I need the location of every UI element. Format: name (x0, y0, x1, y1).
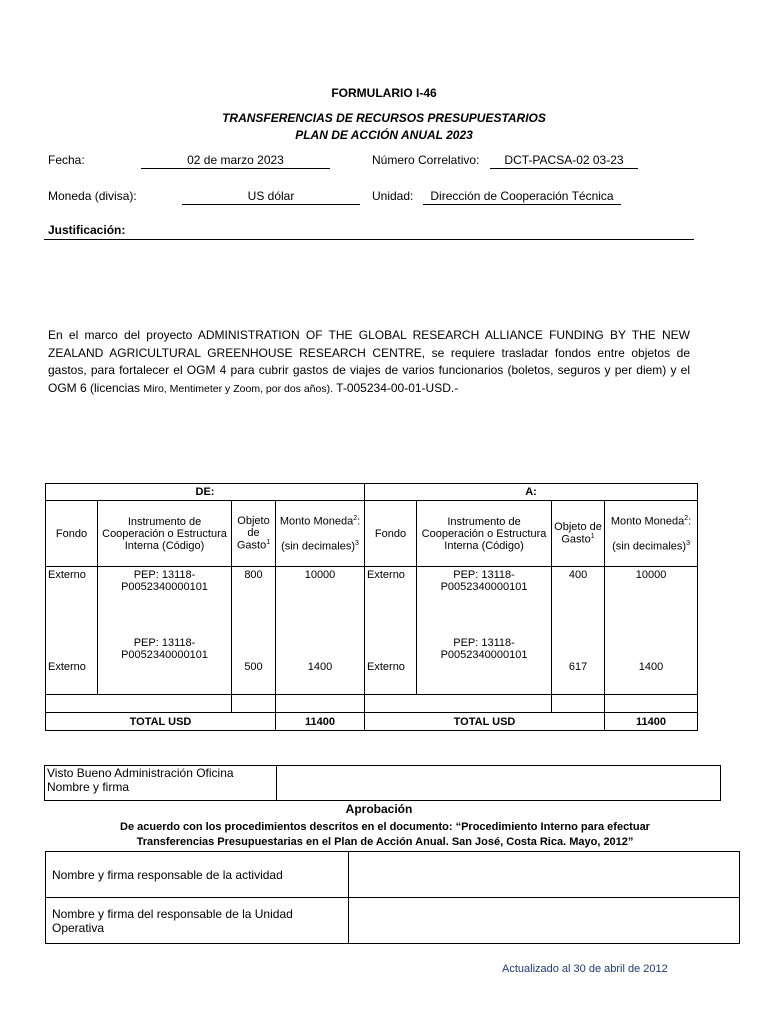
col-instrumento: Instrumento de Cooperación o Estructura Interna (Código) (98, 501, 232, 567)
justificacion-text (48, 327, 690, 398)
col-instrumento-to: Instrumento de Cooperación o Estructura Interna (Código) (417, 501, 552, 567)
justificacion-code: T-005234-00-01-USD.- (336, 380, 459, 395)
responsable-actividad-label: Nombre y firma responsable de la actividad (46, 852, 349, 898)
col-fondo: Fondo (46, 501, 98, 567)
cell-to-instrumento: PEP: 13118-P0052340000101 (440, 637, 528, 661)
fecha-label: Fecha: (48, 153, 85, 167)
fecha-field[interactable]: 02 de marzo 2023 (141, 153, 330, 169)
updated-note: Actualizado al 30 de abril de 2012 (502, 963, 668, 975)
cell-from-instrumento: PEP: 13118-P0052340000101 (121, 569, 208, 593)
cell-from-objeto: 500 (244, 661, 263, 673)
cell-from-fondo: Externo (48, 569, 86, 581)
justificacion-main: En el marco del proyecto ADMINISTRATION OF THE GLOBAL RESEARCH ALLIANCE FUNDING BY THE NEW ZEALAND AGRICULTURAL GREENHOUSE RESEARCH CENTRE, se requiere trasladar fondos entre objetos de gastos, para fortalecer el OGM 4 para cubrir gastos de viajes de varios funcionarios (boletos, seguros y per diem) y el OGM 6 (licencias (48, 328, 690, 395)
cell-to-monto: 1400 (638, 661, 664, 673)
total-value-from: 11400 (276, 713, 365, 731)
from-header: DE: (46, 484, 365, 501)
unidad-label: Unidad: (372, 189, 414, 203)
aprobacion-text: De acuerdo con los procedimientos descritos en el documento: “Procedimiento Interno para efectuar Transferencias Presupuestarias en el Plan de Acción Anual. San José, Costa Rica. Mayo, 2012” (120, 821, 650, 848)
cell-to-objeto: 617 (568, 661, 588, 673)
table-row (46, 567, 698, 695)
responsable-unidad-signature[interactable] (349, 898, 740, 944)
justificacion-line (44, 239, 694, 240)
total-label-from: TOTAL USD (46, 713, 276, 731)
cell-from-instrumento: PEP: 13118-P0052340000101 (121, 637, 208, 661)
col-monto: Monto Moneda$^2$: (sin decimales)$^3$ (276, 501, 365, 567)
unidad-field[interactable]: Dirección de Cooperación Técnica (423, 189, 621, 205)
visto-bueno-table (44, 765, 721, 801)
col-monto-to: Monto Moneda$^2$: (sin decimales)$^3$ (605, 501, 698, 567)
moneda-label: Moneda (divisa): (48, 189, 137, 203)
total-label-to: TOTAL USD (365, 713, 605, 731)
moneda-field[interactable]: US dólar (182, 189, 360, 205)
cell-from-monto: 1400 (307, 661, 333, 673)
responsable-actividad-signature[interactable] (349, 852, 740, 898)
cell-to-instrumento: PEP: 13118-P0052340000101 (440, 569, 528, 593)
cell-to-objeto: 400 (568, 569, 588, 581)
responsable-unidad-label: Nombre y firma del responsable de la Unidad Operativa (46, 898, 349, 944)
cell-from-monto: 10000 (304, 569, 336, 581)
justificacion-licenses: Miro, Mentimeter y Zoom, por dos años). (143, 382, 334, 395)
to-header: A: (365, 484, 698, 501)
form-title: FORMULARIO I-46 (331, 86, 437, 100)
cell-to-fondo: Externo (367, 661, 405, 673)
col-fondo-to: Fondo (365, 501, 417, 567)
cell-to-fondo: Externo (367, 569, 405, 581)
aprobacion-title: Aprobación (345, 802, 413, 816)
cell-to-monto: 10000 (635, 569, 667, 581)
cell-from-objeto: 800 (244, 569, 263, 581)
total-value-to: 11400 (605, 713, 698, 731)
form-subtitle: TRANSFERENCIAS DE RECURSOS PRESUPUESTARIOS (222, 111, 546, 125)
form-subtitle-plan: PLAN DE ACCIÓN ANUAL 2023 (295, 128, 473, 142)
table-row-total (46, 713, 698, 731)
transfer-table (45, 483, 698, 731)
numero-correlativo-field[interactable]: DCT-PACSA-02 03-23 (490, 153, 638, 169)
col-objeto: Objeto de Gasto$^1$ (232, 501, 276, 567)
signature-table (45, 851, 740, 944)
cell-from-fondo: Externo (48, 661, 86, 673)
nombre-firma-label: Nombre y firma (47, 780, 130, 794)
numero-correlativo-label: Número Correlativo: (372, 153, 480, 167)
visto-bueno-signature[interactable] (277, 766, 721, 801)
table-row-empty (46, 695, 698, 713)
justificacion-label: Justificación: (48, 223, 126, 237)
col-objeto-to: Objeto de Gasto$^1$ (552, 501, 605, 567)
visto-bueno-label: Visto Bueno Administración Oficina (47, 766, 234, 780)
